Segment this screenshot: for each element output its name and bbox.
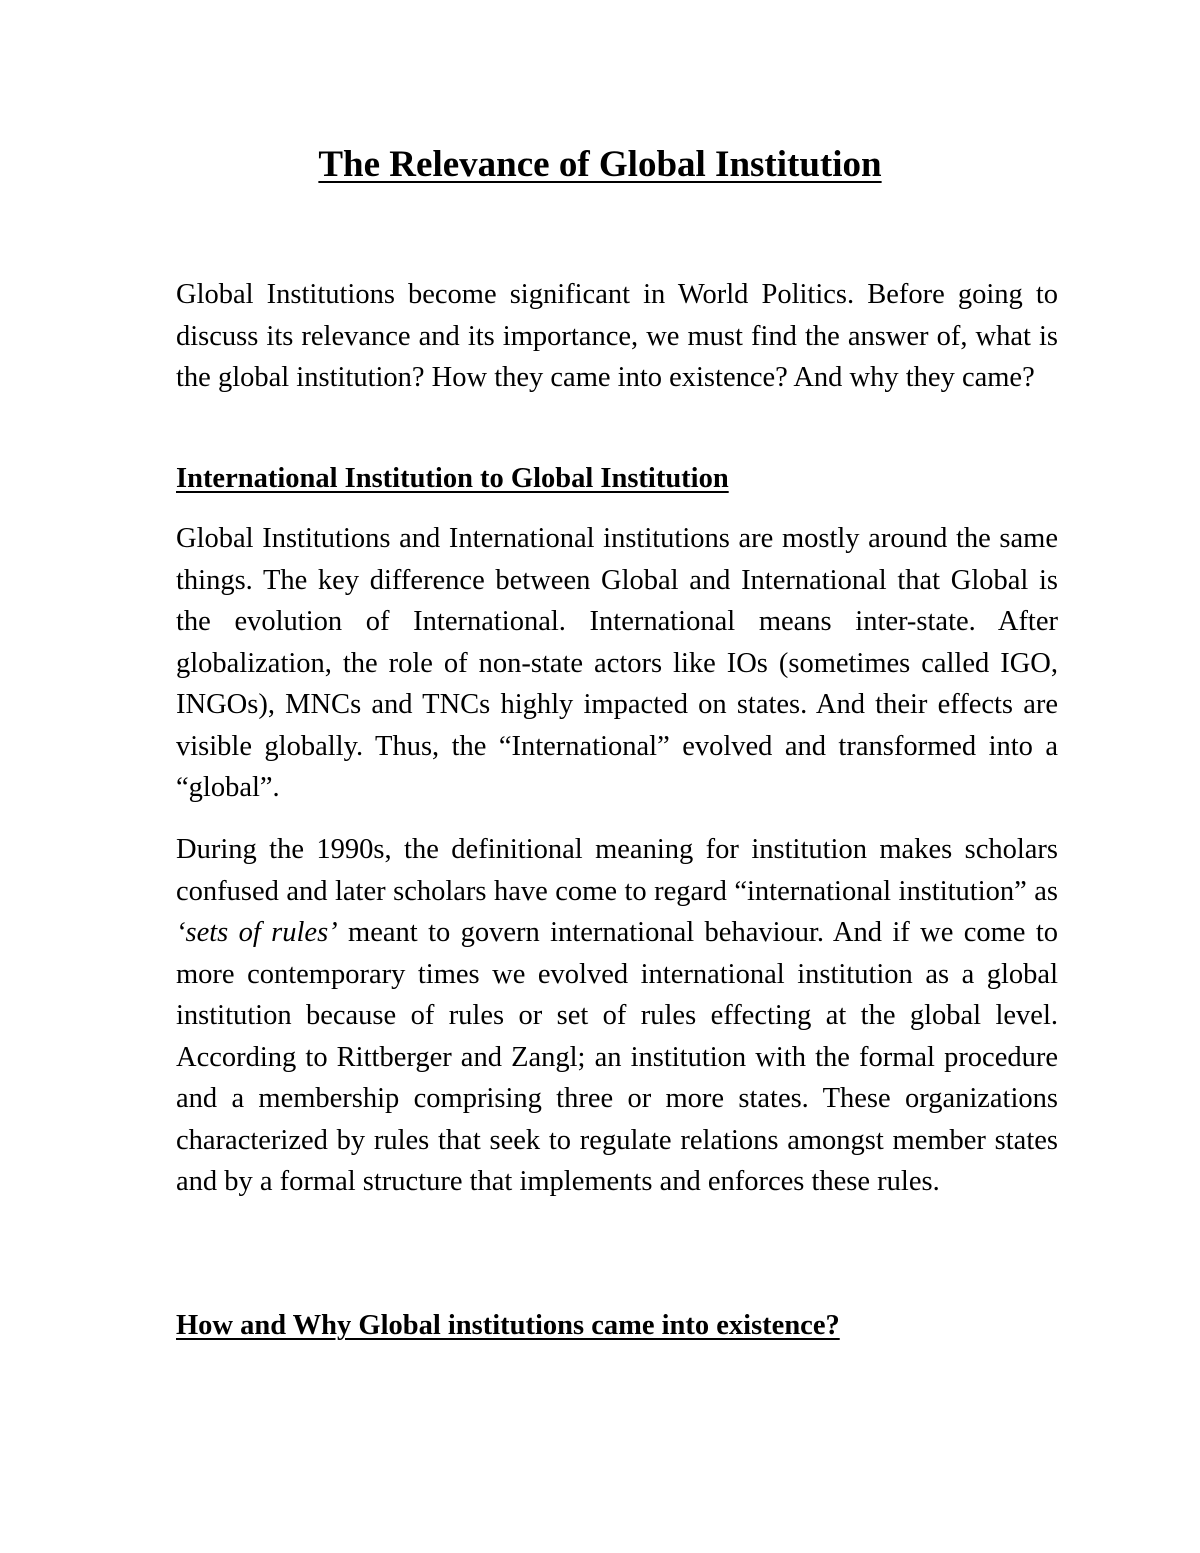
document-title: The Relevance of Global Institution bbox=[318, 144, 882, 185]
section-heading-how-and-why: How and Why Global institutions came into existence? bbox=[176, 1310, 840, 1341]
intro-paragraph: Global Institutions become significant in World Politics. Before going to discuss its relevance and its importance, we must find the answer of, what is the global institution? How they came into existence? And why they came? bbox=[176, 279, 1058, 393]
section-heading-international-to-global: International Institution to Global Institution bbox=[176, 463, 729, 494]
sets-of-rules-emphasis: ‘sets of rules’ bbox=[176, 917, 338, 948]
paragraph-text-part-b: meant to govern international behaviour. And if we come to more contemporary times we evolved international institution as a global institution because of rules or set of rules effecting at the global level. According to Rittberger and Zangl; an institution with the formal procedure and a membership comprising three or more states. These organizations characterized by rules that seek to regulate relations amongst member states and by a formal structure that implements and enforces these rules. bbox=[176, 917, 1058, 1197]
paragraph-text-part-a: During the 1990s, the definitional meaning for institution makes scholars confused and later scholars have come to regard “international institution” as bbox=[176, 834, 1058, 907]
definitional-meaning-paragraph bbox=[176, 829, 1058, 1203]
global-vs-international-paragraph: Global Institutions and International institutions are mostly around the same things. The key difference between Global and International that Global is the evolution of International. International means inter-state. After globalization, the role of non-state actors like IOs (sometimes called IGO, INGOs), MNCs and TNCs highly impacted on states. And their effects are visible globally. Thus, the “International” evolved and transformed into a “global”. bbox=[176, 523, 1058, 803]
